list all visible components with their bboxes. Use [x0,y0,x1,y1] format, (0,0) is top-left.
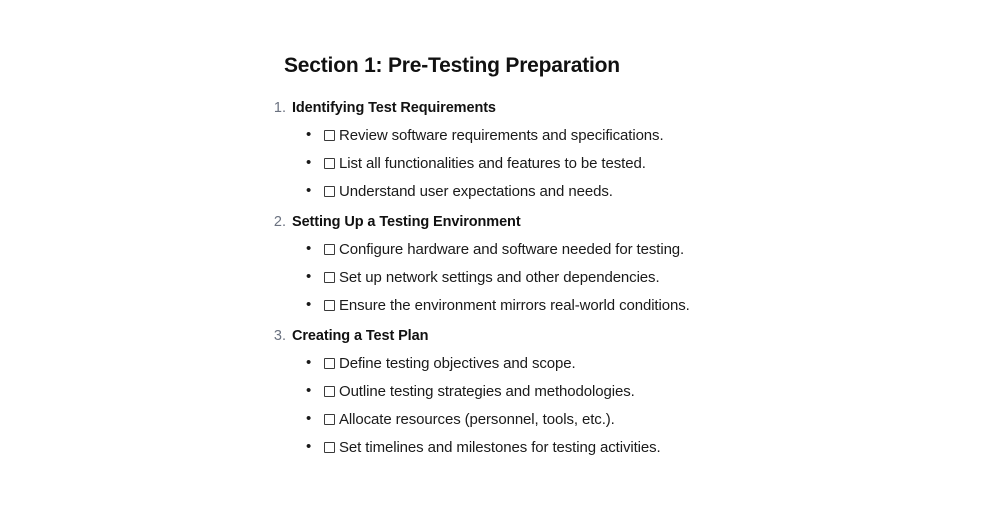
checkbox[interactable] [324,442,335,453]
checklist-label: Outline testing strategies and methodologies. [339,383,635,400]
bullet-icon: • [306,438,312,455]
checklist-label: Understand user expectations and needs. [339,183,613,200]
checklist-row [292,264,928,292]
checklist-row [292,292,928,320]
checkbox[interactable] [324,414,335,425]
bullet-icon: • [306,154,312,171]
checklist-row [292,122,928,150]
list-item-number: 1. [273,100,286,116]
checklist-row [292,236,928,264]
checklist-label: Review software requirements and specifications. [339,127,664,144]
document-body [268,52,928,466]
checklist-row [292,350,928,378]
checkbox[interactable] [324,186,335,197]
bullet-icon: • [306,410,312,427]
checklist-label: Configure hardware and software needed for testing. [339,241,685,258]
checklist-label: Set up network settings and other dependencies. [339,269,660,286]
list-item-heading: Creating a Test Plan [292,328,429,344]
checkbox[interactable] [324,358,335,369]
list-item [268,96,928,206]
checklist-row [292,150,928,178]
bullet-icon: • [306,268,312,285]
checkbox[interactable] [324,386,335,397]
checklist [268,96,928,462]
checklist-label: Set timelines and milestones for testing activities. [339,439,661,456]
bullet-icon: • [306,296,312,313]
page-title: Section 1: Pre-Testing Preparation [284,54,620,77]
checkbox[interactable] [324,300,335,311]
bullet-icon: • [306,182,312,199]
checklist-sublist [292,350,928,462]
checklist-label: Define testing objectives and scope. [339,355,576,372]
checklist-row [292,406,928,434]
checkbox[interactable] [324,130,335,141]
list-item-number: 3. [273,328,286,344]
checklist-row [292,178,928,206]
checklist-label: Ensure the environment mirrors real-world conditions. [339,297,690,314]
list-item [268,210,928,320]
checkbox[interactable] [324,244,335,255]
checklist-label: List all functionalities and features to be tested. [339,155,646,172]
bullet-icon: • [306,240,312,257]
bullet-icon: • [306,382,312,399]
checkbox[interactable] [324,272,335,283]
bullet-icon: • [306,126,312,143]
list-item-heading: Setting Up a Testing Environment [292,214,521,230]
bullet-icon: • [306,354,312,371]
checklist-row [292,378,928,406]
checklist-sublist [292,236,928,320]
checklist-label: Allocate resources (personnel, tools, etc.). [339,411,615,428]
list-item-number: 2. [273,214,286,230]
checkbox[interactable] [324,158,335,169]
list-item [268,324,928,462]
list-item-heading: Identifying Test Requirements [292,100,496,116]
checklist-row [292,434,928,462]
checklist-sublist [292,122,928,206]
